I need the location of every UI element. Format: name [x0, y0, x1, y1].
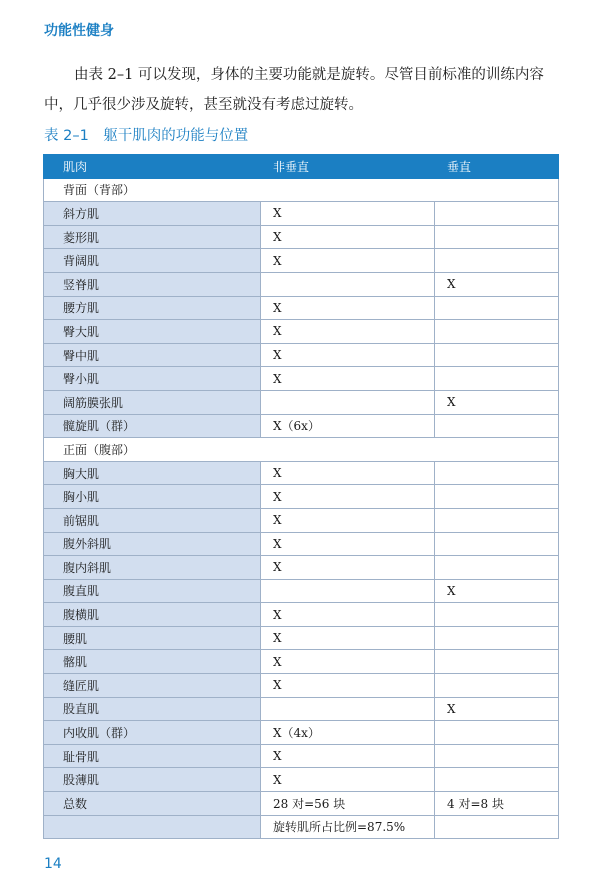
- vertical-cell: 4 对=8 块: [435, 792, 559, 816]
- non-vertical-cell: X: [261, 532, 435, 556]
- table-row: [44, 626, 559, 650]
- section-label: 正面（腹部）: [44, 438, 559, 462]
- muscle-name-cell: 腹外斜肌: [44, 532, 261, 556]
- vertical-cell: [435, 626, 559, 650]
- table-row: [44, 485, 559, 509]
- table-caption: 表 2–1 躯干肌肉的功能与位置: [44, 128, 249, 144]
- table-row: [44, 697, 559, 721]
- table-row: [44, 296, 559, 320]
- vertical-cell: [435, 249, 559, 273]
- muscle-name-cell: 股薄肌: [44, 768, 261, 792]
- muscle-name-cell: 总数: [44, 792, 261, 816]
- non-vertical-cell: X: [261, 650, 435, 674]
- table-row: [44, 202, 559, 226]
- table-row: [44, 390, 559, 414]
- vertical-cell: X: [435, 272, 559, 296]
- vertical-cell: X: [435, 390, 559, 414]
- table-row: [44, 249, 559, 273]
- header-muscle: 肌肉: [44, 155, 261, 179]
- header-vertical: 垂直: [435, 155, 559, 179]
- muscle-name-cell: 前锯肌: [44, 508, 261, 532]
- non-vertical-cell: X: [261, 603, 435, 627]
- vertical-cell: [435, 650, 559, 674]
- muscle-name-cell: 腹直肌: [44, 579, 261, 603]
- non-vertical-cell: X: [261, 320, 435, 344]
- vertical-cell: [435, 414, 559, 438]
- muscle-name-cell: 臀中肌: [44, 343, 261, 367]
- muscle-function-table: [43, 154, 559, 839]
- non-vertical-cell: X: [261, 508, 435, 532]
- non-vertical-cell: [261, 697, 435, 721]
- non-vertical-cell: X（4x）: [261, 721, 435, 745]
- vertical-cell: [435, 721, 559, 745]
- vertical-cell: [435, 815, 559, 839]
- vertical-cell: [435, 461, 559, 485]
- muscle-name-cell: 腰方肌: [44, 296, 261, 320]
- non-vertical-cell: X: [261, 225, 435, 249]
- table-row: [44, 272, 559, 296]
- vertical-cell: [435, 556, 559, 580]
- muscle-name-cell: 髂肌: [44, 650, 261, 674]
- vertical-cell: [435, 320, 559, 344]
- running-head: 功能性健身: [44, 23, 114, 39]
- non-vertical-cell: [261, 579, 435, 603]
- non-vertical-cell: X: [261, 343, 435, 367]
- table-row: [44, 343, 559, 367]
- non-vertical-cell: X: [261, 296, 435, 320]
- muscle-name-cell: 内收肌（群）: [44, 721, 261, 745]
- muscle-name-cell: 耻骨肌: [44, 744, 261, 768]
- non-vertical-cell: X: [261, 249, 435, 273]
- non-vertical-cell: X: [261, 768, 435, 792]
- table-body: [44, 178, 559, 839]
- muscle-name-cell: 髋旋肌（群）: [44, 414, 261, 438]
- table-row: [44, 674, 559, 698]
- vertical-cell: [435, 768, 559, 792]
- vertical-cell: [435, 744, 559, 768]
- non-vertical-cell: X: [261, 556, 435, 580]
- muscle-name-cell: 背阔肌: [44, 249, 261, 273]
- muscle-name-cell: 臀小肌: [44, 367, 261, 391]
- vertical-cell: X: [435, 579, 559, 603]
- muscle-name-cell: 竖脊肌: [44, 272, 261, 296]
- non-vertical-cell: X: [261, 367, 435, 391]
- non-vertical-cell: X（6x）: [261, 414, 435, 438]
- table-row: [44, 367, 559, 391]
- table-row: [44, 532, 559, 556]
- muscle-name-cell: 股直肌: [44, 697, 261, 721]
- vertical-cell: [435, 367, 559, 391]
- vertical-cell: [435, 532, 559, 556]
- muscle-name-cell: 胸大肌: [44, 461, 261, 485]
- table-ratio-row: [44, 815, 559, 839]
- vertical-cell: [435, 485, 559, 509]
- table-row: [44, 508, 559, 532]
- table-row: [44, 414, 559, 438]
- non-vertical-cell: X: [261, 485, 435, 509]
- muscle-name-cell: 胸小肌: [44, 485, 261, 509]
- table-row: [44, 744, 559, 768]
- table-row: [44, 721, 559, 745]
- table-total-row: [44, 792, 559, 816]
- table-row: [44, 461, 559, 485]
- table-row: [44, 603, 559, 627]
- table-section-row: [44, 178, 559, 202]
- muscle-name-cell: 臀大肌: [44, 320, 261, 344]
- vertical-cell: [435, 603, 559, 627]
- table-row: [44, 768, 559, 792]
- section-label: 背面（背部）: [44, 178, 559, 202]
- non-vertical-cell: [261, 390, 435, 414]
- muscle-name-cell: 缝匠肌: [44, 674, 261, 698]
- muscle-name-cell: 斜方肌: [44, 202, 261, 226]
- table-row: [44, 650, 559, 674]
- non-vertical-cell: X: [261, 744, 435, 768]
- muscle-name-cell: 腹横肌: [44, 603, 261, 627]
- page-number: 14: [44, 856, 62, 872]
- intro-paragraph: [44, 60, 560, 120]
- non-vertical-cell: X: [261, 461, 435, 485]
- vertical-cell: [435, 674, 559, 698]
- table-row: [44, 556, 559, 580]
- vertical-cell: X: [435, 697, 559, 721]
- non-vertical-cell: 28 对=56 块: [261, 792, 435, 816]
- non-vertical-cell: [261, 272, 435, 296]
- non-vertical-cell: X: [261, 626, 435, 650]
- muscle-name-cell: 阔筋膜张肌: [44, 390, 261, 414]
- muscle-name-cell: 腹内斜肌: [44, 556, 261, 580]
- muscle-name-cell: [44, 815, 261, 839]
- header-non-vertical: 非垂直: [261, 155, 435, 179]
- table-header: [44, 155, 559, 179]
- table-row: [44, 579, 559, 603]
- intro-text: 由表 2–1 可以发现，身体的主要功能就是旋转。尽管目前标准的训练内容中，几乎很少涉及旋转，甚至就没有考虑过旋转。: [44, 67, 544, 113]
- muscle-name-cell: 腰肌: [44, 626, 261, 650]
- non-vertical-cell: X: [261, 674, 435, 698]
- header-row: [44, 155, 559, 179]
- table-row: [44, 225, 559, 249]
- non-vertical-cell: 旋转肌所占比例=87.5%: [261, 815, 435, 839]
- vertical-cell: [435, 202, 559, 226]
- vertical-cell: [435, 225, 559, 249]
- non-vertical-cell: X: [261, 202, 435, 226]
- vertical-cell: [435, 508, 559, 532]
- table-section-row: [44, 438, 559, 462]
- vertical-cell: [435, 296, 559, 320]
- muscle-name-cell: 菱形肌: [44, 225, 261, 249]
- vertical-cell: [435, 343, 559, 367]
- table-row: [44, 320, 559, 344]
